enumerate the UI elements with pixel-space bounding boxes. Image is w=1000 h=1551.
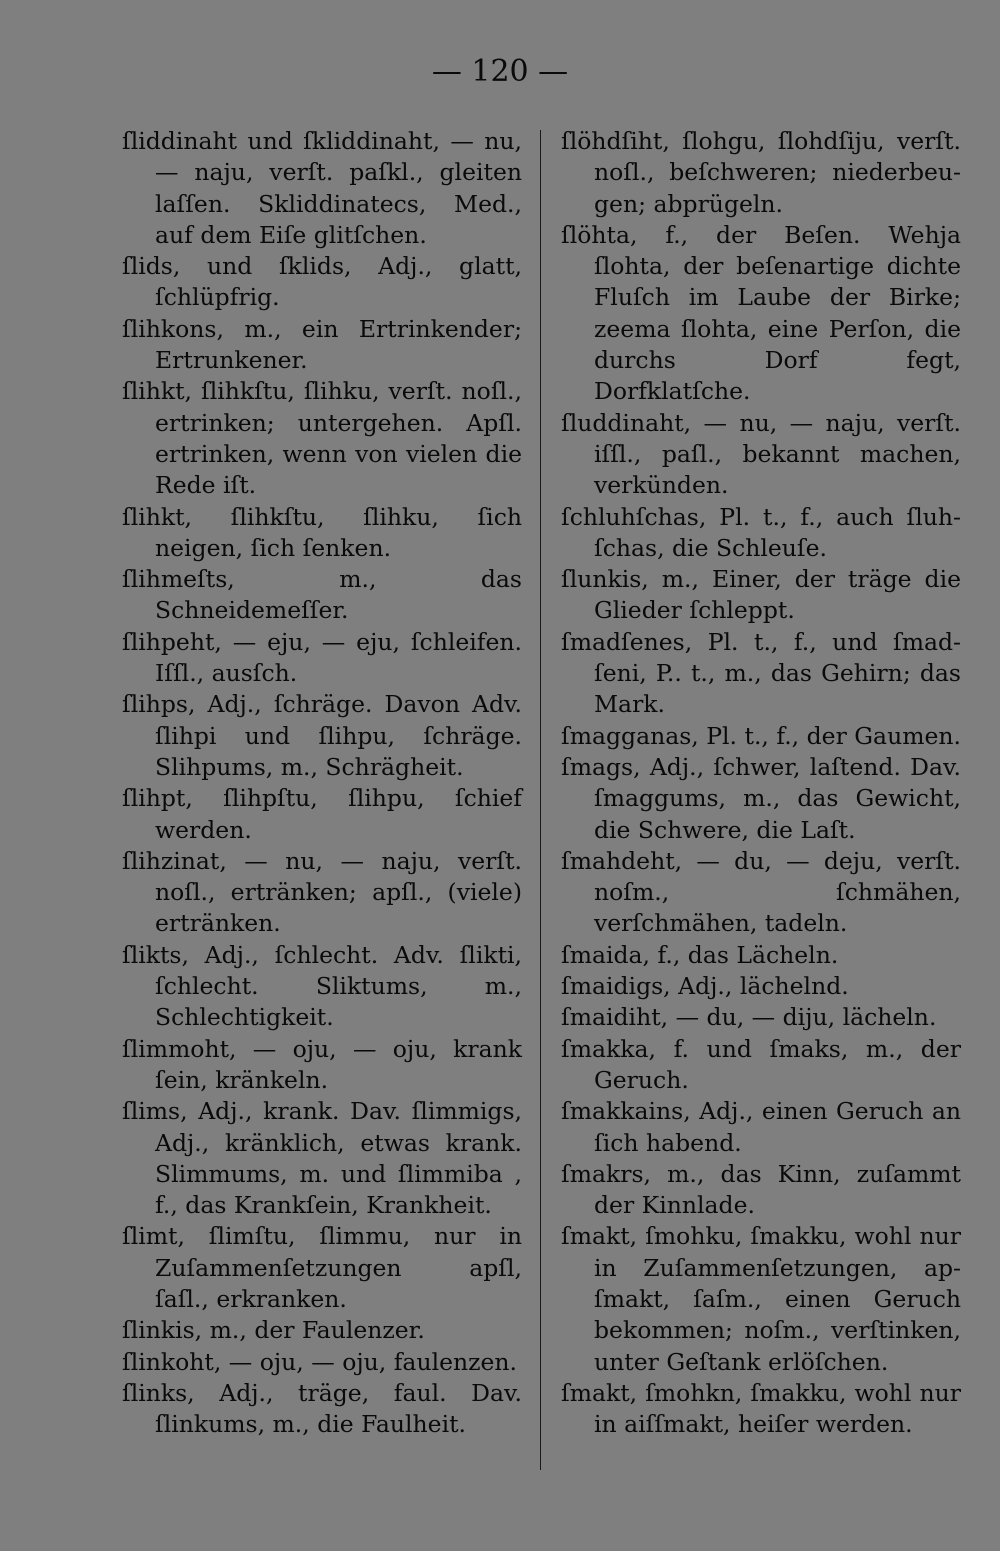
dictionary-entry: ſmaida, f., das Lächeln. <box>561 940 839 969</box>
dictionary-entry: ſmakkains, Adj., einen Geruch an ſich habend. <box>561 1097 961 1157</box>
right-column <box>561 126 961 1440</box>
dictionary-entry: ſlöhdſiht, ſlohgu, ſlohdſiju, verſt. noſl., beſchweren; niederbeugen; abprügeln. <box>561 127 961 218</box>
column-divider <box>540 130 541 1470</box>
dictionary-entry: ſlimt, ſlimſtu, ſlimmu, nur in Zuſammenſetzungen apſl, ſaſl., erkranken. <box>122 1222 522 1313</box>
dictionary-entry: ſlihmeſts, m., das Schneidemeſſer. <box>122 565 522 625</box>
dictionary-entry: ſmaidigs, Adj., lächelnd. <box>561 972 849 1001</box>
dictionary-entry: ſluddinaht, — nu, — naju, verſt. iſſl., paſl., bekannt machen, verkünden. <box>561 408 961 500</box>
dictionary-entry: ſlihpeht, — eju, — eju, ſchleifen. Iſſl., ausſch. <box>122 627 522 688</box>
dictionary-entry: ſmakka, f. und ſmaks, m., der Geruch. <box>561 1034 961 1094</box>
dictionary-entry: ſlihpt, ſlihpſtu, ſlihpu, ſchief werden. <box>122 784 522 844</box>
left-column <box>122 126 522 1440</box>
dictionary-entry: ſchluhſchas, Pl. t., f., auch ſluhſchas, die Schleuſe. <box>561 502 961 562</box>
dictionary-entry: ſlikts, Adj., ſchlecht. Adv. ſlikti, ſchlecht. Sliktums, m., Schlechtigkeit. <box>122 940 522 1032</box>
dictionary-entry: ſlihkons, m., ein Ertrinkender; Ertrunkener. <box>122 314 522 375</box>
dictionary-entry: ſlihps, Adj., ſchräge. Davon Adv. ſlihpi und ſlihpu, ſchräge. Slihpums, m., Schrägheit. <box>122 690 522 781</box>
dictionary-entry: ſlids, und ſklids, Adj., glatt, ſchlüpfrig. <box>122 252 522 312</box>
dictionary-entry: ſlims, Adj., krank. Dav. ſlimmigs, Adj., kränklich, etwas krank. Slimmums, m. und ſlimmiba , f., das Krankſein, Krankheit. <box>122 1097 522 1220</box>
dictionary-entry: ſmags, Adj., ſchwer, laſtend. Dav. ſmaggums, m., das Gewicht, die Schwere, die Laſt. <box>561 752 961 844</box>
dictionary-entry: ſlihzinat, — nu, — naju, verſt. noſl., ertränken; apſl., (viele) ertränken. <box>122 846 522 938</box>
dictionary-entry: ſmahdeht, — du, — deju, verſt. noſm., ſchmähen, verſchmähen, tadeln. <box>561 846 961 938</box>
dictionary-entry: ſlunkis, m., Einer, der träge die Glieder ſchleppt. <box>561 565 961 625</box>
dictionary-entry: ſmagganas, Pl. t., f., der Gaumen. <box>561 721 961 750</box>
dictionary-entry: ſmadſenes, Pl. t., f., und ſmadſeni, P.. t., m., das Gehirn; das Mark. <box>561 627 961 719</box>
dictionary-entry: ſlinkis, m., der Faulenzer. <box>122 1316 425 1345</box>
dictionary-entry: ſlöhta, f., der Beſen. Wehja ſlohta, der beſenartige dichte Fluſch im Laube der Birke; zeema ſlohta, eine Perſon, die durchs Dorf fegt, Dorfklatſche. <box>561 220 961 406</box>
dictionary-entry: ſmakt, ſmohkn, ſmakku, wohl nur in aiſſmakt, heiſer werden. <box>561 1378 961 1439</box>
dictionary-entry: ſlinks, Adj., träge, faul. Dav. ſlinkums, m., die Faulheit. <box>122 1378 522 1439</box>
dictionary-entry: ſlimmoht, — oju, — oju, krank ſein, kränkeln. <box>122 1034 522 1094</box>
dictionary-entry: ſliddinaht und ſkliddinaht, — nu, — naju, verſt. paſkl., gleiten laſſen. Skliddinatecs, Med., auf dem Eiſe glitſchen. <box>122 127 522 249</box>
dictionary-entry: ſmakrs, m., das Kinn, zuſammt der Kinnlade. <box>561 1159 961 1220</box>
dictionary-entry: ſmaidiht, — du, — diju, lächeln. <box>561 1003 937 1032</box>
dictionary-entry: ſlihkt, ſlihkſtu, ſlihku, ſich neigen, ſich ſenken. <box>122 502 522 562</box>
dictionary-entry: ſlinkoht, — oju, — oju, faulenzen. <box>122 1347 518 1376</box>
page-number: — 120 — <box>431 54 569 89</box>
dictionary-entry: ſmakt, ſmohku, ſmakku, wohl nur in Zuſammenſetzungen, apſmakt, ſaſm., einen Geruch bekommen; noſm., verſtinken, unter Geſtank erlöſchen. <box>561 1222 961 1376</box>
dictionary-entry: ſlihkt, ſlihkſtu, ſlihku, verſt. noſl., ertrinken; untergehen. Apſl. ertrinken, wenn von vielen die Rede iſt. <box>122 377 522 500</box>
